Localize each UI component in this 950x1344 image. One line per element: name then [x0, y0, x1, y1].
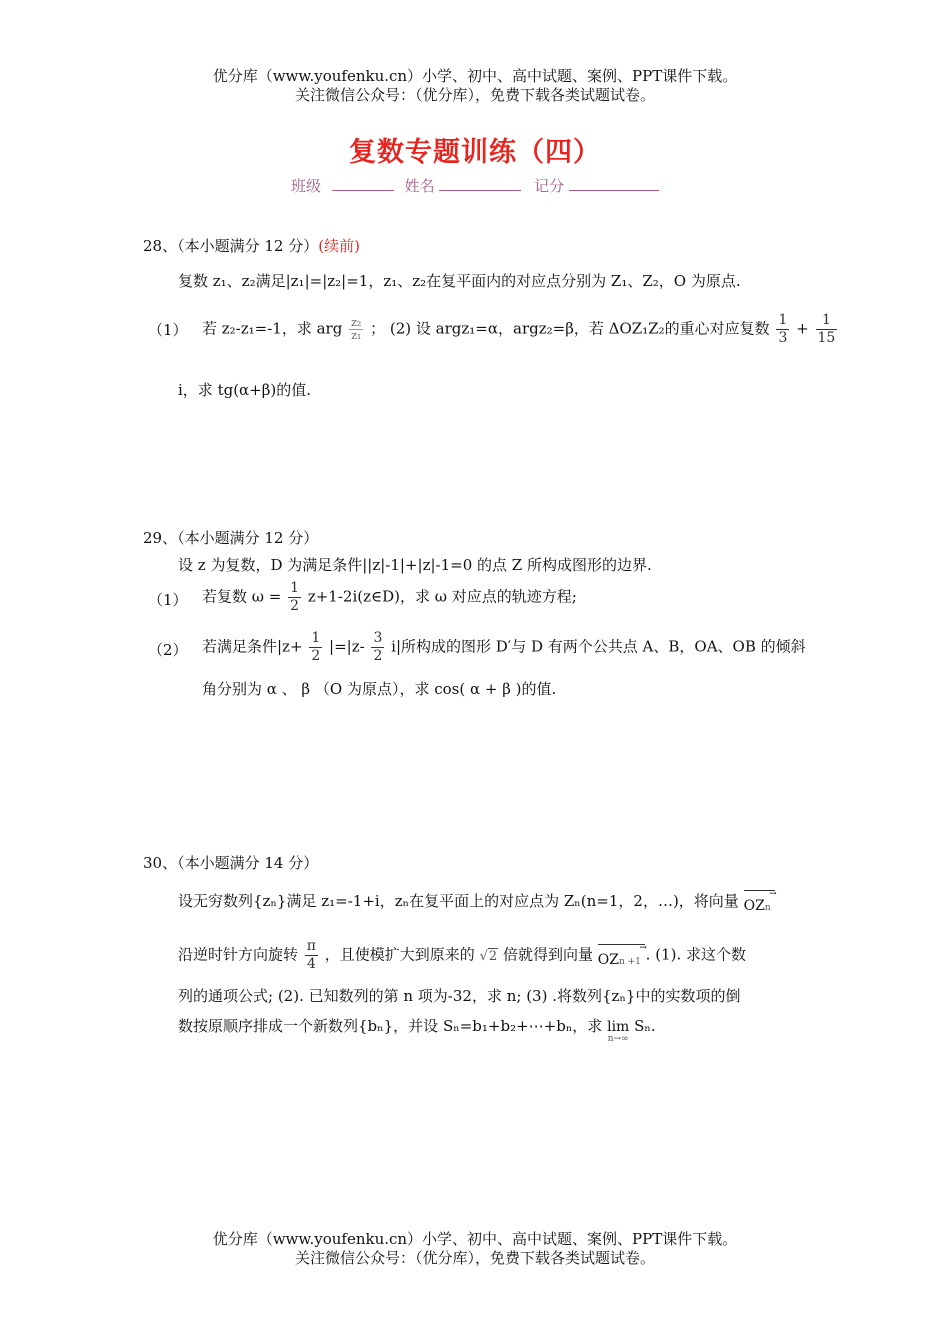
- q28-plus: +: [796, 319, 809, 338]
- q29-header: 29、（本小题满分 12 分）: [143, 529, 319, 547]
- name-label: 姓名: [404, 177, 435, 195]
- q29-part2-line2: 角分别为 α 、 β （O 为原点），求 cos( α + β )的值.: [202, 680, 557, 698]
- q30-line-1-text: 设无穷数列{zₙ}满足 z₁=-1+i，zₙ在复平面上的对应点为 Zₙ(n=1，2，…)，将向量: [178, 892, 739, 910]
- q30-line-2b: ，且使模扩大到原来的: [324, 945, 475, 964]
- header-line-2: 关注微信公众号：（优分库），免费下载各类试题试卷。: [294, 86, 655, 104]
- q30-line-4a: 数按原顺序排成一个新数列{bₙ}，并设 Sₙ=b₁+b₂+⋯+bₙ，求: [178, 1017, 603, 1035]
- q28-f1-den: 3: [778, 330, 788, 346]
- q29-p2f1-num: 1: [311, 630, 321, 646]
- q28-part1-label: （1）: [148, 321, 188, 339]
- q30-line-2a: 沿逆时针方向旋转: [178, 945, 299, 964]
- class-blank: [332, 176, 394, 191]
- q29-part2-c: i|所构成的图形 D′与 D 有两个公共点 A、B，OA、OB 的倾斜: [391, 637, 806, 656]
- q28-fraction-2: [816, 312, 838, 347]
- vector-oz-n1-sub: n +1: [618, 956, 641, 967]
- q28-part2-text: ； (2) 设 argz₁=α，argz₂=β，若 ΔOZ₁Z₂的重心对应复数: [370, 319, 770, 338]
- q30-line-2d: . (1). 求这个数: [645, 945, 746, 964]
- q29-p1-den: 2: [290, 598, 300, 614]
- name-blank: [439, 176, 521, 191]
- q30-line-2: [178, 938, 746, 973]
- q30-limit: [607, 1021, 629, 1045]
- q29-p2f2-den: 2: [373, 648, 383, 664]
- q30-pi-num: π: [306, 938, 316, 954]
- q29-p2f1-den: 2: [311, 648, 321, 664]
- q30-pi-den: 4: [306, 956, 316, 972]
- q29-p2f2-num: 3: [373, 630, 383, 646]
- q28-part-line: [202, 312, 839, 347]
- q30-line-4b: Sₙ.: [634, 1017, 656, 1035]
- q28-f2-num: 1: [816, 312, 838, 330]
- q29-part2-label: （2）: [148, 641, 188, 659]
- footer-line-2: 关注微信公众号：（优分库），免费下载各类试题试卷。: [294, 1249, 655, 1267]
- header-line-1: 优分库（www.youfenku.cn）小学、初中、高中试题、案例、PPT课件下载。: [212, 67, 738, 85]
- q29-p1-fraction: [288, 580, 301, 615]
- vector-oz-n-sub: n: [764, 903, 771, 913]
- q29-part2-b: |=|z-: [329, 637, 365, 656]
- q29-stem: 设 z 为复数，D 为满足条件||z|-1|+|z|-1=0 的点 Z 所构成图形的边界.: [178, 556, 652, 574]
- q29-part1-line: [202, 580, 577, 615]
- class-label: 班级: [291, 177, 322, 195]
- score-label: 记分: [534, 177, 565, 195]
- q29-p1-num: 1: [290, 580, 300, 596]
- q30-line-2c: 倍就得到向量: [502, 945, 593, 964]
- q28-header: [143, 236, 360, 256]
- q29-part1-b: z+1-2i(z∈D)，求 ω 对应点的轨迹方程;: [307, 587, 577, 606]
- q29-part2-line: [202, 630, 806, 665]
- q28-tail: i，求 tg(α+β)的值.: [178, 381, 312, 399]
- q28-part1-text: 若 z₂-z₁=-1，求 arg: [202, 319, 343, 338]
- q28-f1-num: 1: [778, 312, 788, 328]
- q28-arg-den: z₁: [351, 329, 362, 342]
- vector-oz-n-plus-1: → OZn +1: [597, 942, 647, 968]
- footer-line-1: 优分库（www.youfenku.cn）小学、初中、高中试题、案例、PPT课件下载。: [212, 1230, 738, 1248]
- q28-continued: (续前): [318, 237, 360, 255]
- q29-part1-label: （1）: [148, 591, 188, 609]
- q30-lim-word: lim: [607, 1019, 630, 1035]
- q28-arg-num: z₂: [351, 316, 362, 329]
- page-title: 复数专题训练（四）: [349, 137, 601, 168]
- q30-sqrt: √2: [479, 948, 498, 964]
- q30-line-4: [178, 1016, 656, 1045]
- q30-line-1: [178, 888, 777, 918]
- q28-arg-fraction: [349, 317, 363, 342]
- q28-head: 28、（本小题满分 12 分）: [143, 237, 319, 255]
- score-blank: [569, 176, 659, 191]
- student-info-fields: [0, 175, 950, 196]
- q28-f2-den: 15: [817, 330, 836, 346]
- q30-header: 30、（本小题满分 14 分）: [143, 854, 319, 872]
- q29-part2-a: 若满足条件|z+: [202, 637, 303, 656]
- q30-line-3: 列的通项公式; (2). 已知数列的第 n 项为-32，求 n; (3) .将数列{zₙ}中的实数项的倒: [178, 987, 741, 1005]
- vector-oz-n: → OZn: [743, 889, 777, 914]
- q28-stem: 复数 z₁、z₂满足|z₁|=|z₂|=1，z₁、z₂在复平面内的对应点分别为 Z₁、Z₂，O 为原点.: [178, 272, 741, 290]
- q30-pi-fraction: [305, 938, 318, 973]
- q28-fraction-1: [776, 312, 789, 347]
- q29-p2-fraction-1: [309, 630, 322, 665]
- q29-part1-a: 若复数 ω =: [202, 587, 282, 606]
- q29-p2-fraction-2: [371, 630, 384, 665]
- q30-lim-sub: n→∞: [607, 1034, 629, 1044]
